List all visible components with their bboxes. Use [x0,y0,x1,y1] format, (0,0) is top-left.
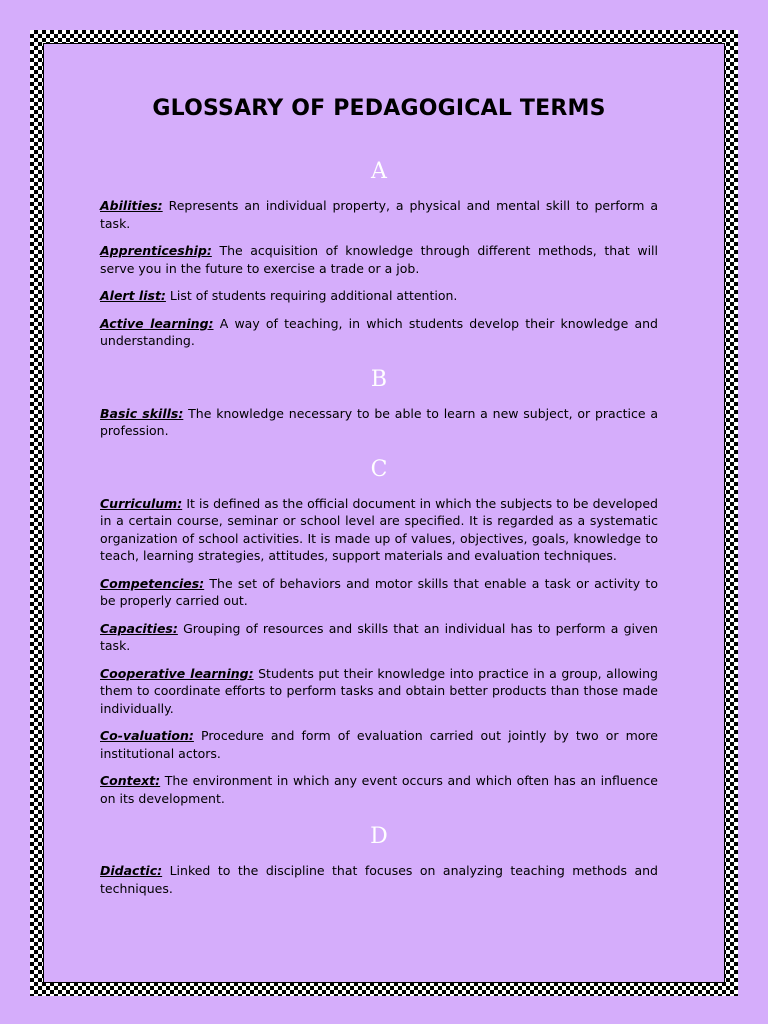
glossary-definition: It is defined as the official document in which the subjects to be developed in a certain course, seminar or school level are specified. It is regarded as a systematic organization of school activities. It is made up of values, objectives, goals, knowledge to teach, learning strategies, attitudes, support materials and evaluation techniques. [100,495,658,563]
glossary-term: Cooperative learning: [100,665,254,681]
glossary-term: Curriculum: [100,495,183,511]
section-letter: C [370,456,388,482]
glossary-term: Basic skills: [100,405,184,421]
glossary-definition: A way of teaching, in which students develop their knowledge and understanding. [100,315,658,348]
glossary-term: Competencies: [100,575,205,591]
glossary-definition: The set of behaviors and motor skills that enable a task or activity to be properly carried out. [100,575,658,608]
glossary-entry [100,575,658,610]
section-letter: A [371,159,387,184]
glossary-entry [100,315,658,350]
glossary-definition: Students put their knowledge into practice in a group, allowing them to coordinate efforts to perform tasks and obtain better products than those made individually. [100,665,658,716]
glossary-term: Context: [100,773,161,788]
section-d [100,825,658,897]
section-a [100,160,658,350]
glossary-entry [100,495,658,565]
section-letter: D [370,824,388,849]
glossary-term: Capacities: [100,620,178,636]
glossary-entry [100,197,658,232]
section-c [100,458,658,808]
glossary-term: Abilities: [100,198,163,213]
glossary-term: Co-valuation: [100,728,194,743]
glossary-definition: The environment in which any event occurs and which often has an influence on its development. [100,773,658,806]
glossary-entry [100,405,658,440]
glossary-entry [100,727,658,762]
glossary-definition: The acquisition of knowledge through different methods, that will serve you in the future to exercise a trade or a job. [100,243,658,276]
glossary-entry [100,287,658,305]
section-b [100,368,658,440]
glossary-entry [100,242,658,277]
glossary-definition: Grouping of resources and skills that an individual has to perform a given task. [100,620,658,653]
glossary-term: Apprenticeship: [100,243,212,258]
glossary-definition: The knowledge necessary to be able to learn a new subject, or practice a profession. [100,405,658,438]
glossary-term: Alert list: [100,288,166,303]
glossary-definition: List of students requiring additional attention. [169,288,458,303]
glossary-definition: Represents an individual property, a physical and mental skill to perform a task. [100,198,658,231]
glossary-term: Active learning: [100,315,214,331]
glossary-entry [100,862,658,897]
section-letter: B [370,366,388,392]
glossary-entry [100,620,658,655]
glossary-entry [100,665,658,718]
glossary-definition: Procedure and form of evaluation carried out jointly by two or more institutional actors. [100,728,658,761]
glossary-content [100,94,658,915]
glossary-definition: Linked to the discipline that focuses on analyzing teaching methods and techniques. [100,863,658,896]
glossary-entry [100,772,658,807]
page-title: GLOSSARY OF PEDAGOGICAL TERMS [152,96,606,121]
glossary-term: Didactic: [100,863,163,878]
